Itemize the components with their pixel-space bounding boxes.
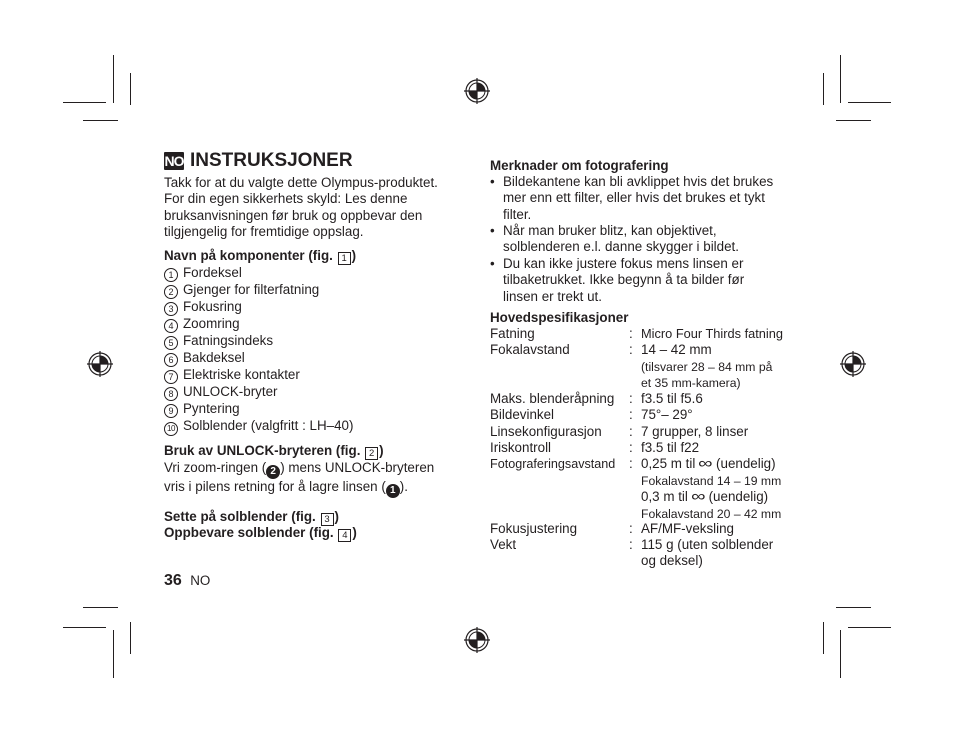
infinity-symbol: ∞ [698,455,713,472]
list-item: 7 Elektriske kontakter [164,367,353,384]
unlock-text: Vri zoom-ringen ( 2 ) mens UNLOCK-bryteren vris i pilens retning for å lagre linsen ( 1 ). [164,460,435,496]
language-badge: NO [164,153,184,169]
components-heading: Navn på komponenter (fig. 1 ) [164,248,357,264]
fig-number: 4 [338,529,351,542]
components-list [164,265,353,436]
fig-number: 3 [321,513,334,526]
registration-mark-left [87,351,113,377]
specs-heading: Hovedspesifikasjoner [490,310,629,325]
infinity-symbol: ∞ [691,488,706,505]
step-number: 1 [386,484,400,498]
attach-heading: Sette på solblender (fig. 3 ) [164,509,339,525]
page-number: 36 [164,572,182,589]
list-item: 6 Bakdeksel [164,350,353,367]
notes-heading: Merknader om fotografering [490,158,669,173]
fig-number: 2 [365,447,378,460]
intro-paragraph: Takk for at du valgte dette Olympus-produktet. For din egen sikkerhets skyld: Les denne bruksanvisningen før bruk og oppbevar den tilgjengelig for fremtidige oppslag. [164,175,438,239]
page-title [164,150,353,172]
registration-mark-bottom [464,627,490,653]
list-item: 3 Fokusring [164,299,353,316]
list-item: 8 UNLOCK-bryter [164,384,353,401]
fig-number: 1 [338,252,351,265]
list-item: 2 Gjenger for filterfatning [164,282,353,299]
title-text: INSTRUKSJONER [190,150,353,171]
list-item: 1 Fordeksel [164,265,353,282]
registration-mark-top [464,78,490,104]
list-item: 5 Fatningsindeks [164,333,353,350]
list-item: 9 Pyntering [164,401,353,418]
page-footer [164,572,210,590]
notes-list: • Bildekantene kan bli avklippet hvis det brukes mer enn ett filter, eller hvis det brukes et tykt filter. • Når man bruker blitz, kan objektivet, solblenderen e.l. danne skygger i bildet. • Du kan ikke justere fokus mens linsen er tilbaketrukket. Ikke begynn å ta bilder før linsen er trekt ut. [490,174,774,304]
store-heading: Oppbevare solblender (fig. 4 ) [164,525,357,541]
list-item: 4 Zoomring [164,316,353,333]
specs-table: Fatning : Micro Four Thirds fatning Fokalavstand : 14 – 42 mm (tilsvarer 28 – 84 mm på et 35 mm-kamera) Maks. blenderåpning : f3.5 til f5.6 Bildevinkel : 75°– 29° Linsekonfigurasjon : 7 grupper, 8 linser Iriskontroll : f3.5 til f22 Fotograferingsavstand : 0,25 m til ∞ (uendelig) Fokalavstand 14 – 19 mm 0,3 m til ∞ (uendelig) Fokalavstand 20 – 42 mm Fokusjustering : AF/MF-veksling Vekt : 115 g (uten solblender og deksel) [490,326,784,568]
unlock-heading: Bruk av UNLOCK-bryteren (fig. 2 ) [164,443,384,459]
registration-mark-right [840,351,866,377]
page-lang: NO [190,573,211,588]
list-item: 10 Solblender (valgfritt : LH–40) [164,418,353,436]
step-number: 2 [266,465,280,479]
